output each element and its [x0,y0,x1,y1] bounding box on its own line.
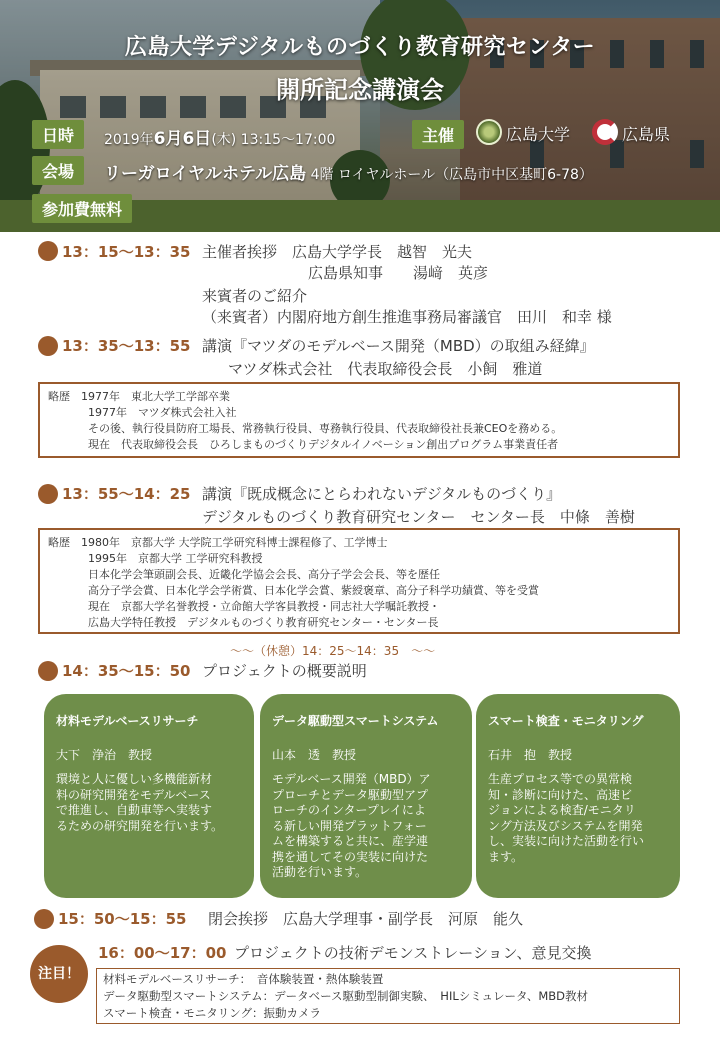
bio-line: 1995年 京都大学 工学研究科教授 [88,552,263,565]
bio-line: 略歴 1977年 東北大学工学部卒業 [48,390,230,403]
venue-name: リーガロイヤルホテル広島 [104,164,307,184]
card-desc-line: 携を通してその実装に向けた [272,849,429,864]
bio-line: 1977年 マツダ株式会社入社 [88,406,237,419]
card-desc-line: 生産プロセス等での異常検 [488,772,633,786]
session2-line1: 講演『マツダのモデルベース開発（MBD）の取組み経緯』 [202,337,595,355]
bio-line: 略歴 1980年 京都大学 大学院工学研究科博士課程修了、工学博士 [48,536,388,549]
card-title: スマート検査・モニタリング [488,714,644,728]
session2-bio-box [38,382,680,458]
session6-time: 16：00～17：00 [98,944,227,962]
session1-time: 13：15～13：35 [62,243,191,261]
card-desc-line: 料の研究開発をモデルベース [56,787,211,802]
venue-detail: 4階 ロイヤルホール（広島市中区基町6-78） [310,167,593,183]
session4-line1: プロジェクトの概要説明 [202,662,367,680]
card-desc-line: ムを構築すると共に、産学連 [272,834,429,848]
demo-list-box [96,968,680,1024]
bio-line: 現在 京都大学名誉教授・立命館大学客員教授・同志社大学嘱託教授・ [88,600,440,613]
project-card-inspection [476,694,680,898]
venue-tag: 会場 [32,156,84,185]
card-desc-line: 知・診断に向けた、高速ビ [488,787,633,802]
session5-line1: 閉会挨拶 広島大学理事・副学長 河原 能久 [208,910,524,928]
card-desc-line: で推進し、自動車等へ実装す [56,803,213,817]
card-desc-line: る新しい開発プラットフォー [272,818,427,833]
card-desc-line: ます。 [488,849,524,864]
session4-time: 14：35～15：50 [62,662,191,680]
project-card-materials [44,694,254,898]
bio-line: その後、執行役員防府工場長、常務執行役員、専務執行役員、代表取締役社長兼CEOを務める。 [88,422,563,435]
card-desc-line: ング方法及びシステムを開発 [488,818,643,833]
card-desc-line: 環境と人に優しい多機能新材 [56,772,213,786]
date-text [104,124,335,149]
project-card-data-driven [260,694,472,898]
session3-line1: 講演『既成概念にとらわれないデジタルものづくり』 [202,485,562,503]
timeline-dot [38,661,58,681]
event-subtitle: 開所記念講演会 [276,76,444,104]
card-professor: 大下 浄治 教授 [56,748,153,762]
session2-time: 13：35～13：55 [62,337,191,355]
card-title: データ駆動型スマートシステム [272,714,439,728]
demo-line: スマート検査・モニタリング：振動カメラ [103,1006,322,1020]
card-professor: 石井 抱 教授 [488,748,573,762]
timeline-dot [38,241,58,261]
card-professor: 山本 透 教授 [272,748,357,762]
bio-line: 広島大学特任教授 デジタルものづくり教育研究センター・センター長 [88,616,439,629]
timeline-dot [34,909,54,929]
bio-line: 日本化学会筆頭副会長、近畿化学協会会長、高分子学会会長、等を歴任 [88,568,440,581]
session3-time: 13：55～14：25 [62,485,191,503]
card-description [56,772,223,834]
card-desc-line: 活動を行います。 [272,865,368,879]
card-desc-line: プローチとデータ駆動型アプ [272,787,429,802]
card-desc-line: ジョンによる検査/モニタリ [488,803,636,817]
bio-line: 高分子学会賞、日本化学会学術賞、日本化学会賞、紫綬褒章、高分子科学功績賞、等を受賞 [88,584,539,597]
event-title: 広島大学デジタルものづくり教育研究センター [124,35,596,60]
header-banner [0,0,720,232]
highlight-badge: 注目！ [30,945,88,1003]
date-year: 2019年 [104,132,154,148]
session1-line1: 主催者挨拶 広島大学学長 越智 光夫 [202,243,473,261]
card-title: 材料モデルベースリサーチ [56,714,199,728]
date-rest: (木) 13:15～17:00 [211,132,336,148]
session5-time: 15：50～15：55 [58,910,187,928]
card-desc-line: モデルベース開発（MBD）ア [272,772,431,786]
session1-line3: 来賓者のご紹介 [202,287,308,305]
timeline-dot [38,484,58,504]
host-university: 広島大学 [506,125,571,144]
demo-line: データ駆動型スマートシステム：データベース駆動型制御実験、 HILシミュレータ、MBD教材 [103,989,588,1003]
host-tag: 主催 [412,120,464,149]
hiroshima-prefecture-logo [592,119,618,145]
free-admission-tag: 参加費無料 [32,194,132,223]
session1-line2: 広島県知事 湯﨑 英彦 [308,264,489,282]
break-line: ～～（休憩）14：25～14：35 ～～ [230,644,436,658]
session6-line1: プロジェクトの技術デモンストレーション、意見交換 [234,944,592,962]
venue-text [104,159,593,184]
bio-line: 現在 代表取締役会長 ひろしまものづくりデジタルイノベーション創出プログラム事業責任者 [88,438,559,451]
session3-line2: デジタルものづくり教育研究センター センター長 中條 善樹 [202,508,635,526]
session2-line2: マツダ株式会社 代表取締役会長 小飼 雅道 [228,360,543,378]
card-description [272,772,431,881]
card-desc-line: るための研究開発を行います。 [56,818,224,833]
demo-line: 材料モデルベースリサーチ： 音体験装置・熱体験装置 [103,972,384,986]
date-tag: 日時 [32,120,84,149]
card-desc-line: し、実装に向けた活動を行い [488,834,645,848]
card-desc-line: ローチのインタープレイによ [272,803,426,817]
session3-bio-box [38,528,680,634]
date-month-day: 6月6日 [153,129,212,149]
hiroshima-university-logo [476,119,502,145]
card-description [488,772,644,865]
session1-line4: （来賓者）内閣府地方創生推進事務局審議官 田川 和幸 様 [202,308,612,326]
host-prefecture: 広島県 [622,125,671,144]
timeline-dot [38,336,58,356]
